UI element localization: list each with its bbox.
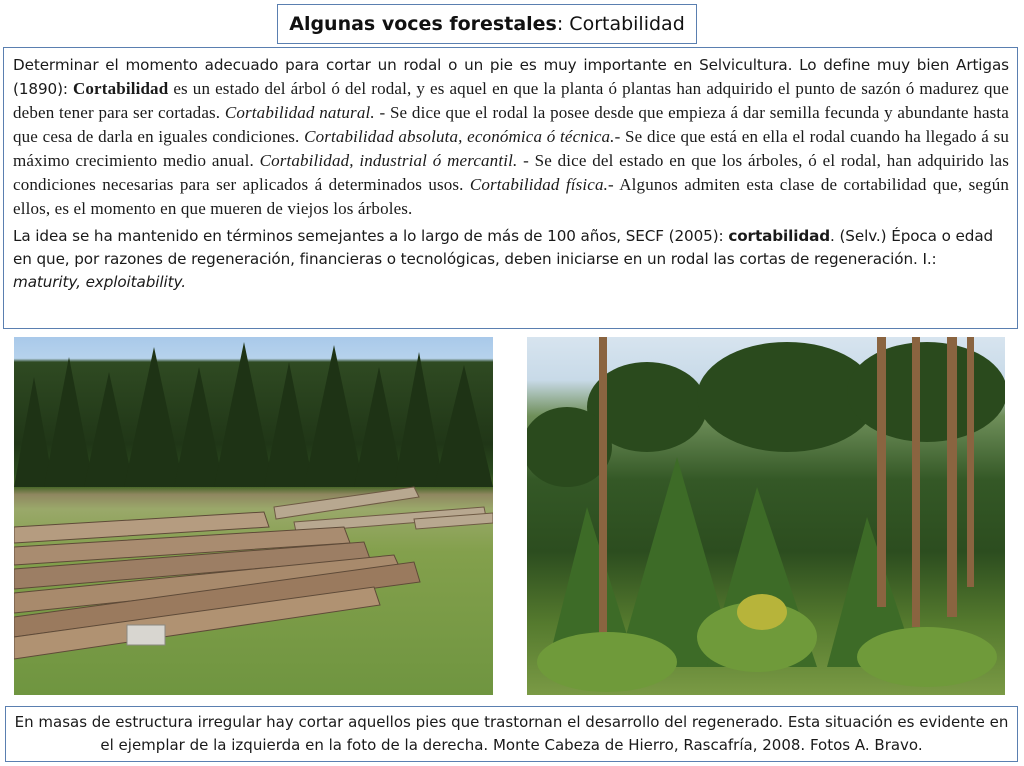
log-pile-drawing [14,337,493,695]
term-absoluta: Cortabilidad absoluta, económica ó técnica. [304,127,615,146]
title-bold: Algunas voces forestales [289,13,557,35]
definition-box [3,47,1018,329]
photo-pine-forest [527,337,1005,695]
def-fisica: - Algunos admiten esta clase de cortabilidad que, según ellos, es el momento en que mueren de viejos los árboles. [13,175,1009,218]
photo-log-pile [14,337,493,695]
secf-def: . (Selv.) Época o edad en que, por razones de regeneración, financieras o tecnológicas, deben iniciarse en un rodal las cortas de regeneración. I.: [13,227,994,268]
page-title [277,4,697,44]
def-natural: - Se dice que el rodal la posee desde que empieza á dar semilla fecunda y abundante hasta que cesa de darla en iguales condiciones. [13,103,1009,146]
def-absoluta: - Se dice que está en ella el rodal cuando ha llegado á su máximo crecimiento medio anual. [13,127,1010,170]
term-fisica: Cortabilidad física. [469,175,609,194]
def-cortabilidad: es un estado del árbol ó del rodal, y es aquel en que la planta ó plantas han adquirido el punto de sazón ó madurez que deben tener para ser cortadas. [13,79,1009,122]
pine-forest-drawing [527,337,1005,695]
photo-caption: En masas de estructura irregular hay cortar aquellos pies que trastornan el desarrollo del regenerado. Esta situación es evidente en el ejemplar de la izquierda en la foto de la derecha. Monte Cabeza de Hierro, Rascafría, 2008. Fotos A. Bravo. [5,706,1018,762]
secf-paragraph [13,225,1009,294]
secf-lead: La idea se ha mantenido en términos semejantes a lo largo de más de 100 años, SECF (2005): [13,227,729,245]
term-industrial: Cortabilidad, industrial ó mercantil. [259,151,518,170]
secf-english: maturity, exploitability. [13,273,186,291]
title-rest: : Cortabilidad [556,13,685,35]
intro-lead: Determinar el momento adecuado para cortar un rodal o un pie es muy importante en Selvicultura. Lo define muy bien Artigas (1890): [13,56,1009,98]
term-cortabilidad: Cortabilidad [72,79,169,98]
term-natural: Cortabilidad natural. [224,103,375,122]
secf-term: cortabilidad [728,227,831,245]
def-industrial: - Se dice del estado en que los árboles, ó el rodal, han adquirido las condiciones necesarias para ser aplicados á determinados usos. [13,151,1010,194]
intro-paragraph [13,54,1009,221]
